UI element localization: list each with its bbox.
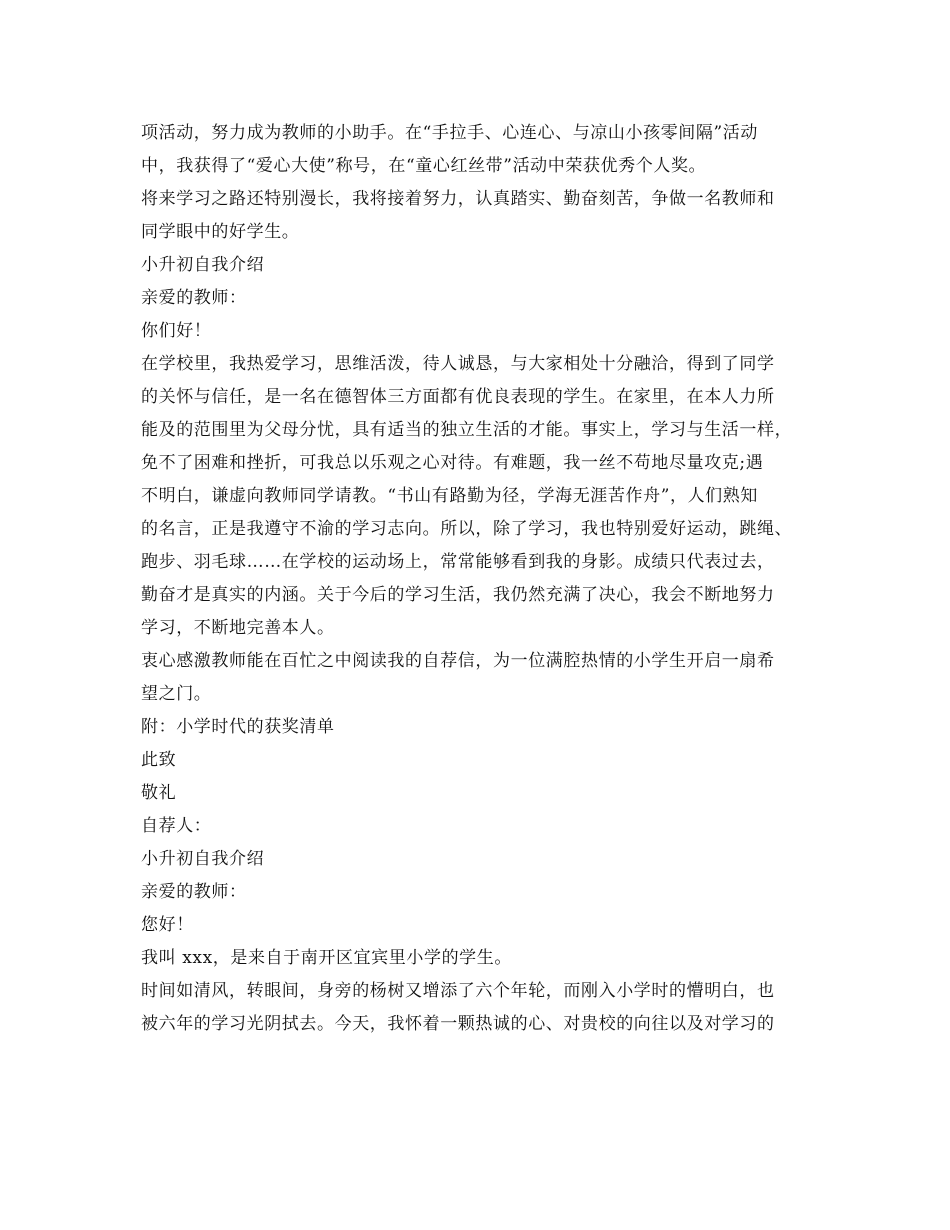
- section-title-2: [141, 843, 817, 876]
- text-line: 敬礼: [141, 783, 177, 803]
- text-line: 将来学习之路还特别漫长，我将接着努力，认真踏实、勤奋刻苦，争做一名教师和: [141, 189, 775, 209]
- text-line: 的名言，正是我遵守不渝的学习志向。所以，除了学习，我也特别爱好运动，跳绳、: [141, 519, 793, 539]
- signature-label: [141, 810, 817, 843]
- section-title: [141, 249, 817, 282]
- text-line: 在学校里，我热爱学习，思维活泼，待人诚恳，与大家相处十分融洽，得到了同学: [141, 354, 775, 374]
- paragraph-school-life: [141, 348, 817, 645]
- text-line: 您好！: [141, 915, 194, 935]
- text-line: 附：小学时代的获奖清单: [141, 717, 335, 737]
- paragraph-time-passing: [141, 975, 817, 1041]
- text-line: 你们好！: [141, 321, 212, 341]
- greeting-2: [141, 909, 817, 942]
- text-line: 被六年的学习光阴拭去。今天，我怀着一颗热诚的心、对贵校的向往以及对学习的: [141, 1014, 775, 1034]
- closing-2: [141, 777, 817, 810]
- text-line: 中，我获得了“爱心大使”称号，在“童心红丝带”活动中荣获优秀个人奖。: [141, 156, 707, 176]
- paragraph-thanks: [141, 645, 817, 711]
- salutation: [141, 282, 817, 315]
- text-line: 衷心感激教师能在百忙之中阅读我的自荐信，为一位满腔热情的小学生开启一扇希: [141, 651, 775, 671]
- text-line: 自荐人：: [141, 816, 212, 836]
- paragraph-award-activities: [141, 117, 817, 183]
- text-line: 勤奋才是真实的内涵。关于今后的学习生活，我仍然充满了决心，我会不断地努力: [141, 585, 775, 605]
- text-line: 同学眼中的好学生。: [141, 222, 300, 242]
- text-line: 免不了困难和挫折，可我总以乐观之心对待。有难题，我一丝不苟地尽量攻克;遇: [141, 453, 764, 473]
- text-line: 亲爱的教师：: [141, 288, 247, 308]
- text-line: 项活动，努力成为教师的小助手。在“手拉手、心连心、与凉山小孩零间隔”活动: [141, 123, 758, 143]
- closing-1: [141, 744, 817, 777]
- text-line: 跑步、羽毛球……在学校的运动场上，常常能够看到我的身影。成绩只代表过去，: [141, 552, 775, 572]
- text-line: 我叫 xxx，是来自于南开区宜宾里小学的学生。: [141, 948, 512, 968]
- text-line: 望之门。: [141, 684, 212, 704]
- document-body: [141, 117, 817, 1041]
- text-line: 的关怀与信任，是一名在德智体三方面都有优良表现的学生。在家里，在本人力所: [141, 387, 775, 407]
- text-line: 时间如清风，转眼间，身旁的杨树又增添了六个年轮，而刚入小学时的懵明白，也: [141, 981, 775, 1001]
- text-line: 此致: [141, 750, 177, 770]
- paragraph-intro-name: [141, 942, 817, 975]
- salutation-2: [141, 876, 817, 909]
- text-line: 不明白，谦虚向教师同学请教。“书山有路勤为径，学海无涯苦作舟”，人们熟知: [141, 486, 758, 506]
- text-line: 学习，不断地完善本人。: [141, 618, 335, 638]
- text-line: 能及的范围里为父母分忧，具有适当的独立生活的才能。事实上，学习与生活一样，: [141, 420, 793, 440]
- text-line: 小升初自我介绍: [141, 849, 265, 869]
- attachment-note: [141, 711, 817, 744]
- paragraph-future-study: [141, 183, 817, 249]
- text-line: 亲爱的教师：: [141, 882, 247, 902]
- text-line: 小升初自我介绍: [141, 255, 265, 275]
- greeting: [141, 315, 817, 348]
